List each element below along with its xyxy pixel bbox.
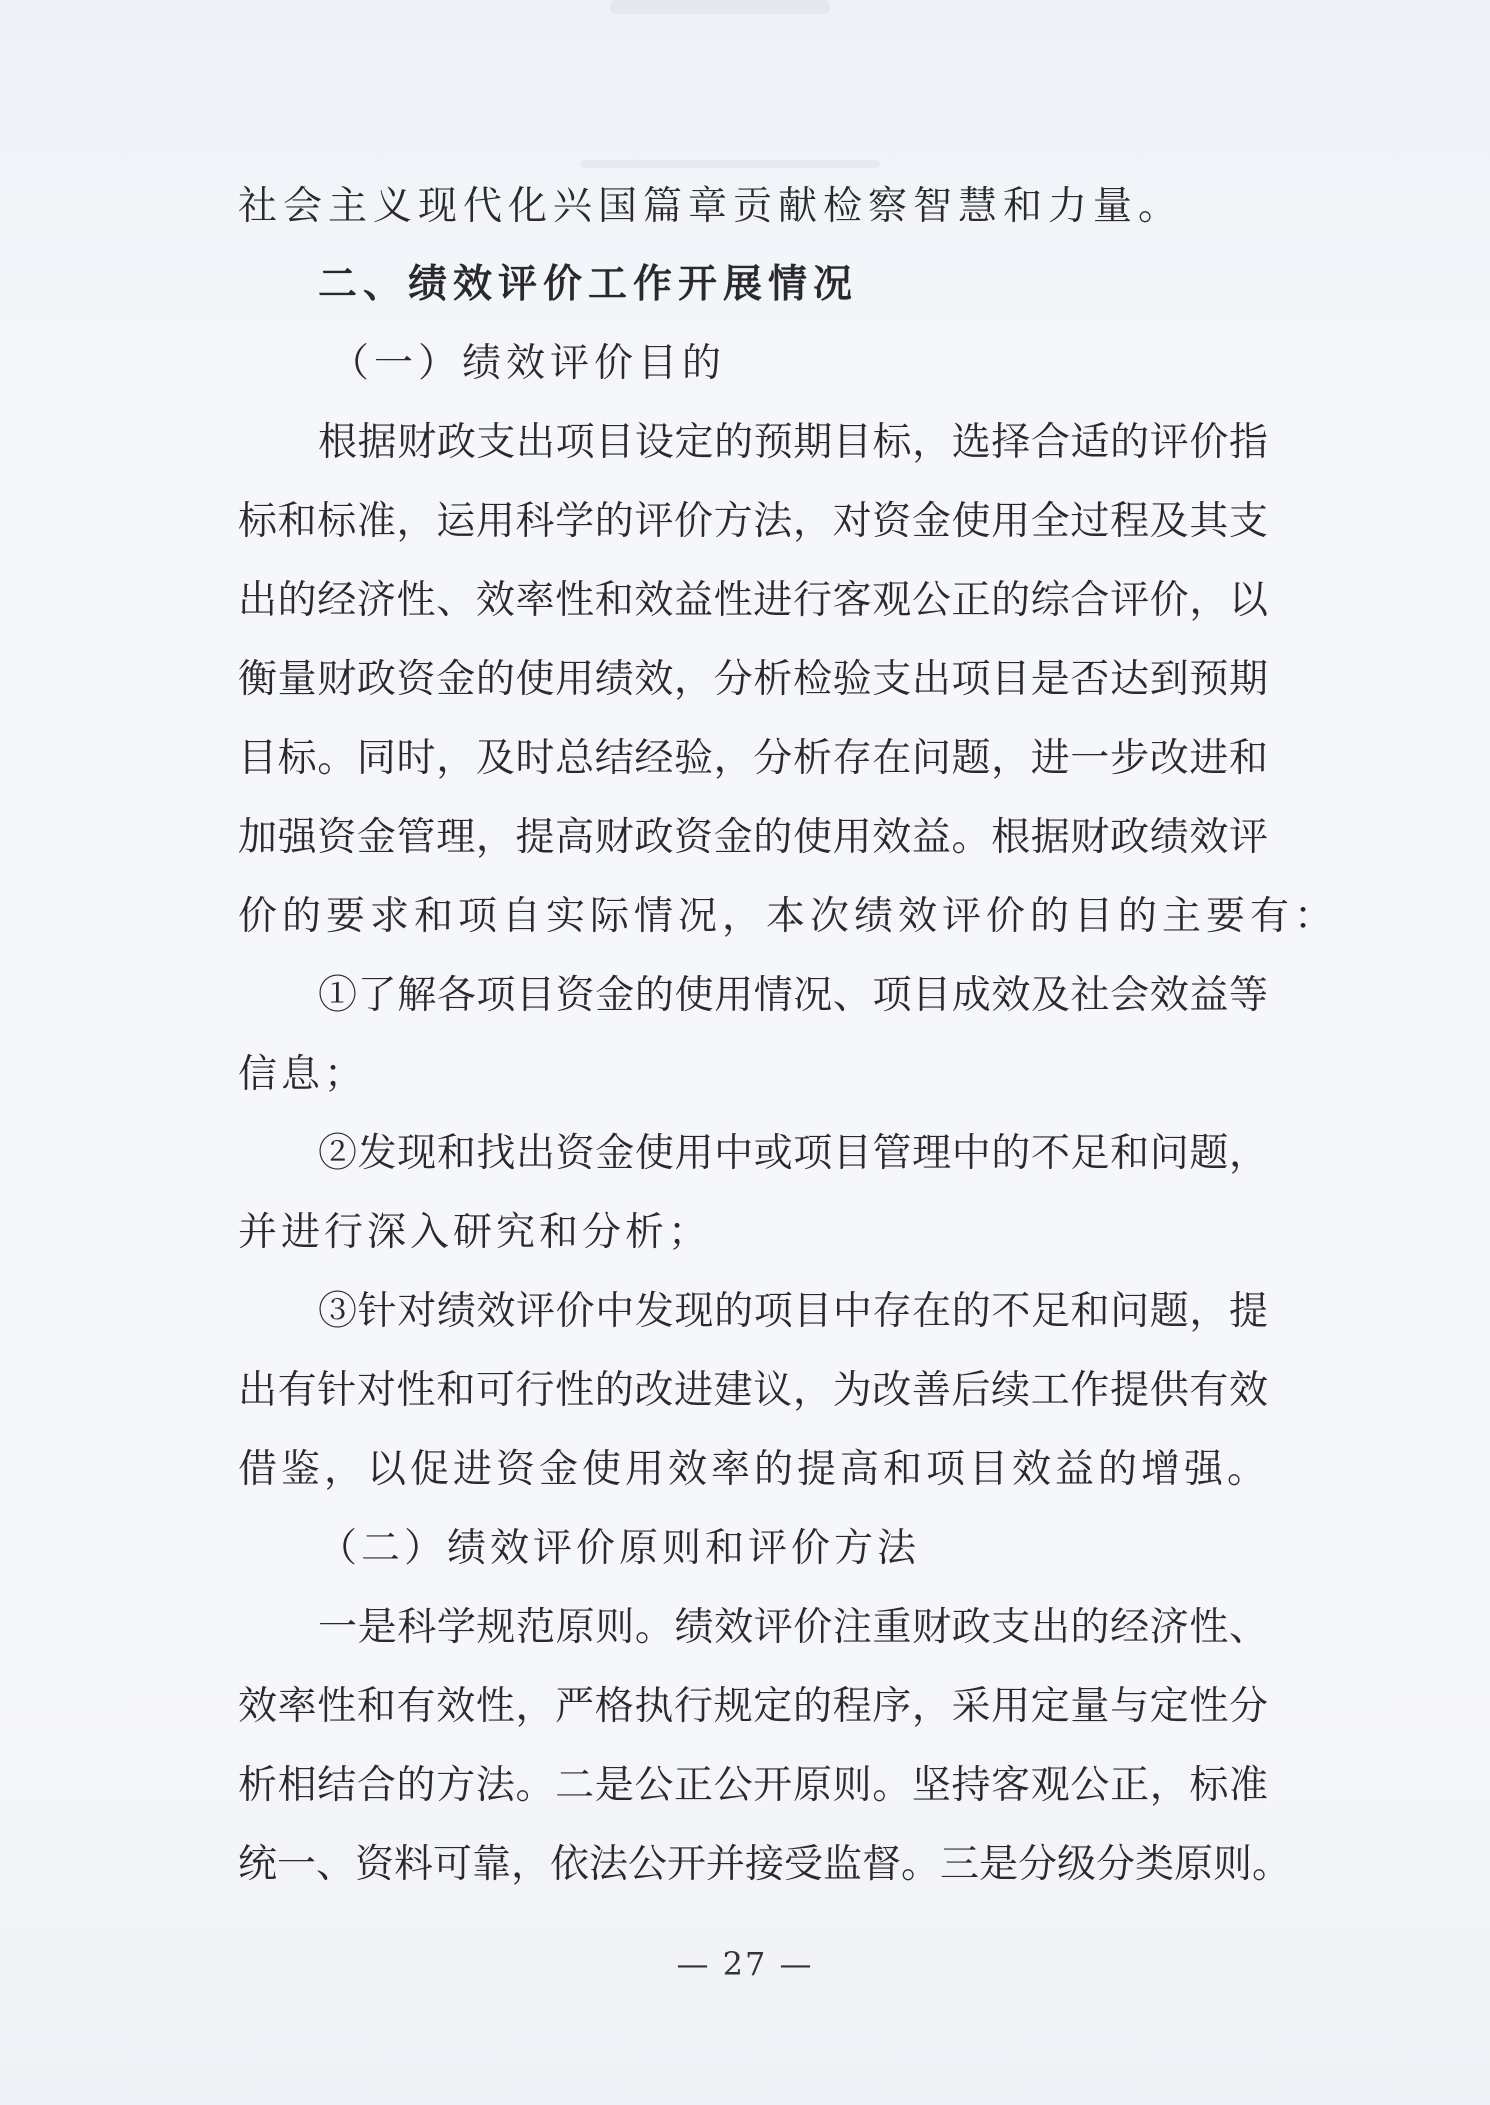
page-number: — 27 —	[676, 1945, 814, 1983]
paragraph-line: 根据财政支出项目设定的预期目标，选择合适的评价指	[318, 420, 1268, 465]
paragraph-line: 出的经济性、效率性和效益性进行客观公正的综合评价，以	[238, 578, 1268, 623]
list-item-line: 并进行深入研究和分析；	[238, 1210, 712, 1255]
list-item-line: 借鉴，以促进资金使用效率的提高和项目效益的增强。	[238, 1447, 1271, 1492]
paragraph-line: 加强资金管理，提高财政资金的使用效益。根据财政绩效评	[238, 815, 1268, 860]
list-item-line: ②发现和找出资金使用中或项目管理中的不足和问题，	[318, 1131, 1268, 1176]
paragraph-line: 统一、资料可靠，依法公开并接受监督。三是分级分类原则。	[238, 1842, 1292, 1887]
list-item-line: ①了解各项目资金的使用情况、项目成效及社会效益等	[318, 973, 1268, 1018]
paragraph-line: 标和标准，运用科学的评价方法，对资金使用全过程及其支	[238, 499, 1268, 544]
paragraph-line: 效率性和有效性，严格执行规定的程序，采用定量与定性分	[238, 1684, 1268, 1729]
list-item-line: 信息；	[238, 1052, 368, 1097]
paragraph-line: 价的要求和项自实际情况，本次绩效评价的目的主要有：	[238, 894, 1339, 939]
paragraph-line: 衡量财政资金的使用绩效，分析检验支出项目是否达到预期	[238, 657, 1268, 702]
scan-artifact	[610, 0, 830, 14]
subsection-heading: （一）绩效评价目的	[330, 341, 727, 386]
paragraph-line: 一是科学规范原则。绩效评价注重财政支出的经济性、	[318, 1605, 1268, 1650]
subsection-heading: （二）绩效评价原则和评价方法	[318, 1526, 921, 1571]
list-item-line: ③针对绩效评价中发现的项目中存在的不足和问题，提	[318, 1289, 1268, 1334]
section-heading: 二、绩效评价工作开展情况	[318, 262, 859, 307]
list-item-line: 出有针对性和可行性的改进建议，为改善后续工作提供有效	[238, 1368, 1268, 1413]
paragraph-line: 目标。同时，及时总结经验，分析存在问题，进一步改进和	[238, 736, 1268, 781]
paragraph-line: 析相结合的方法。二是公正公开原则。坚持客观公正，标准	[238, 1763, 1268, 1808]
paragraph-line: 社会主义现代化兴国篇章贡献检察智慧和力量。	[238, 184, 1184, 229]
scan-artifact	[580, 160, 880, 168]
